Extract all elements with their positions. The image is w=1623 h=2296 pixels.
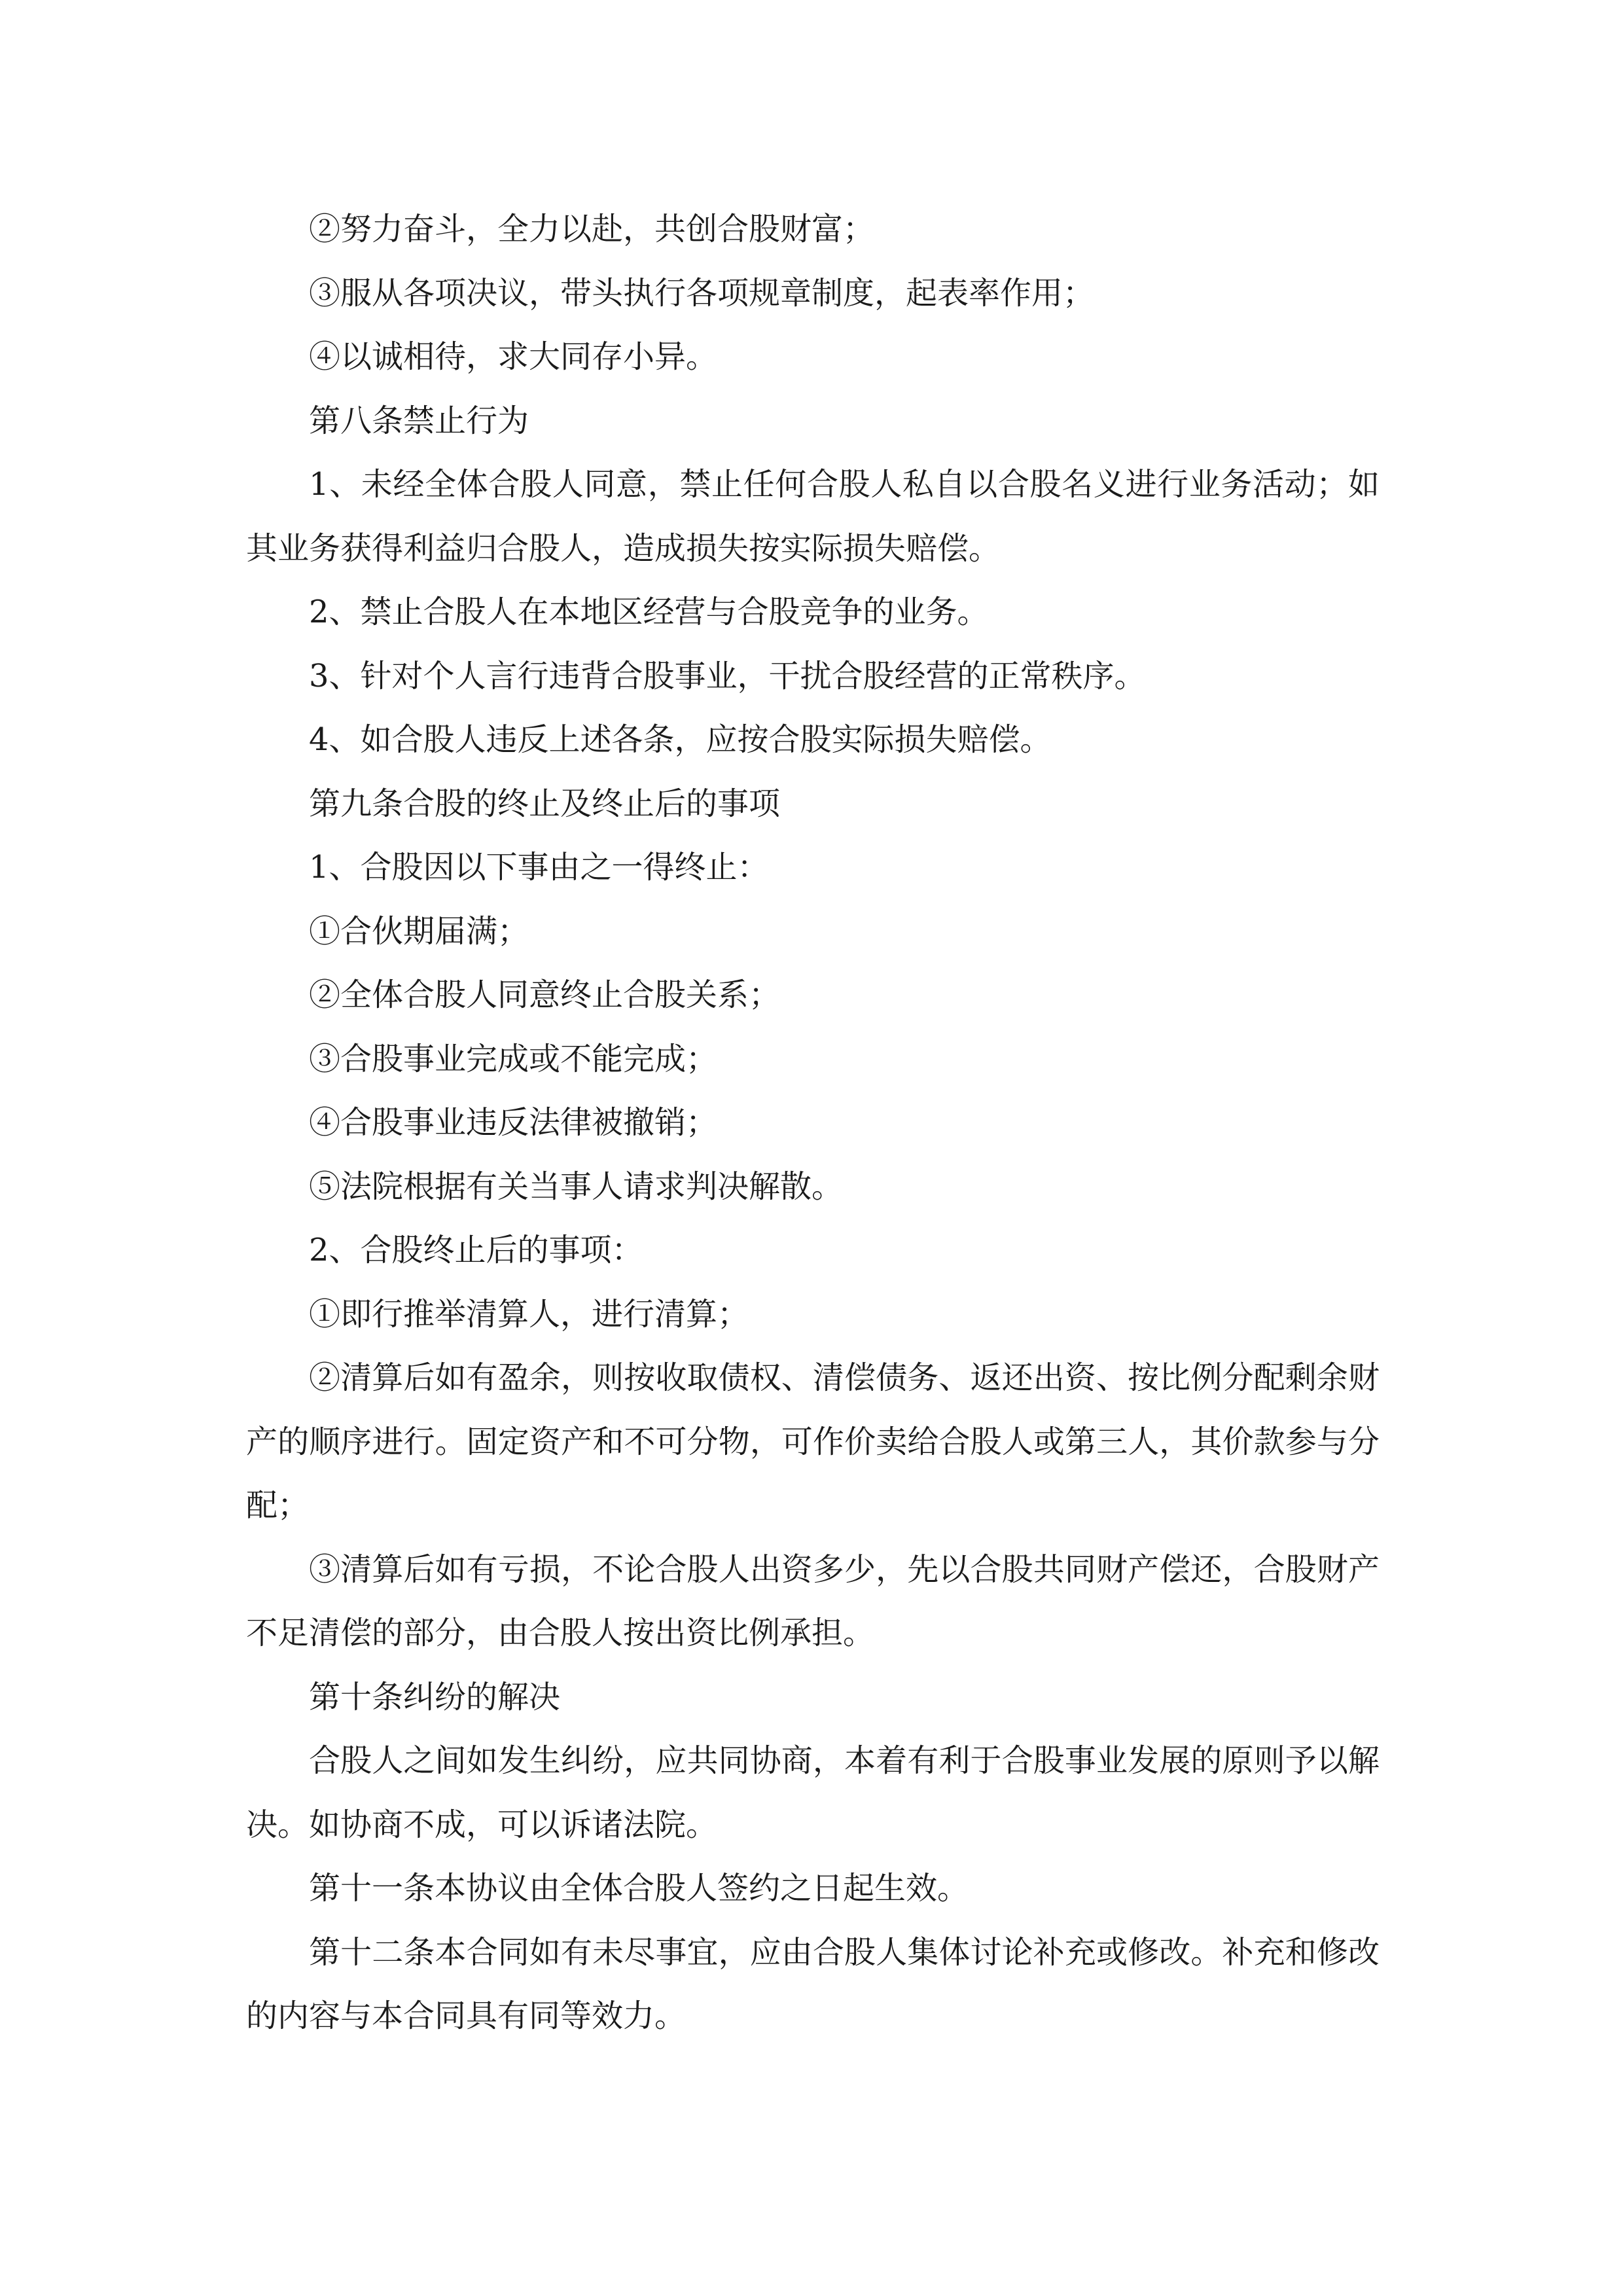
article-9-item-2-sub-3: ③清算后如有亏损，不论合股人出资多少，先以合股共同财产偿还，合股财产不足清偿的部分，由合股人按出资比例承担。 [246,1551,1380,1651]
article-10-body: 合股人之间如发生纠纷，应共同协商，本着有利于合股事业发展的原则予以解决。如协商不成，可以诉诸法院。 [246,1742,1380,1843]
article-9-item-2-sub-1: ①即行推举清算人，进行清算； [309,1295,749,1333]
article-9-item-2-sub-2: ②清算后如有盈余，则按收取债权、清偿债务、返还出资、按比例分配剩余财产的顺序进行。固定资产和不可分物，可作价卖给合股人或第三人，其价款参与分配； [246,1359,1380,1524]
article-12: 第十二条本合同如有未尽事宜，应由合股人集体讨论补充或修改。补充和修改的内容与本合同具有同等效力。 [246,1933,1380,2034]
article-9-item-1-sub-2: ②全体合股人同意终止合股关系； [309,977,781,1013]
article-8-item-1: 1、未经全体合股人同意，禁止任何合股人私自以合股名义进行业务活动；如其业务获得利益归合股人，造成损失按实际损失赔偿。 [246,466,1380,567]
article-9-item-1-sub-5: ⑤法院根据有关当事人请求判决解散。 [309,1168,844,1205]
paragraph-obligation-4: ④以诚相待，求大同存小异。 [309,338,718,375]
article-9-item-1-sub-4: ④合股事业违反法律被撤销； [309,1104,718,1141]
article-9-heading: 第九条合股的终止及终止后的事项 [309,785,781,822]
article-8-item-4: 4、如合股人违反上述各条，应按合股实际损失赔偿。 [309,721,1052,758]
article-8-heading: 第八条禁止行为 [309,402,529,439]
article-9-item-2: 2、合股终止后的事项： [309,1232,643,1268]
article-8-item-3: 3、针对个人言行违背合股事业，干扰合股经营的正常秩序。 [309,657,1146,694]
document-body [246,198,1380,2049]
paragraph-obligation-2: ②努力奋斗，全力以赴，共创合股财富； [309,211,875,247]
article-10-heading: 第十条纠纷的解决 [309,1678,561,1715]
article-9-item-1-sub-1: ①合伙期届满； [309,912,529,950]
article-11: 第十一条本协议由全体合股人签约之日起生效。 [309,1870,969,1907]
article-8-item-2: 2、禁止合股人在本地区经营与合股竞争的业务。 [309,594,989,630]
article-9-item-1-sub-3: ③合股事业完成或不能完成； [309,1040,718,1077]
article-9-item-1: 1、合股因以下事由之一得终止： [309,849,769,886]
paragraph-obligation-3: ③服从各项决议，带头执行各项规章制度，起表率作用； [309,274,1095,312]
